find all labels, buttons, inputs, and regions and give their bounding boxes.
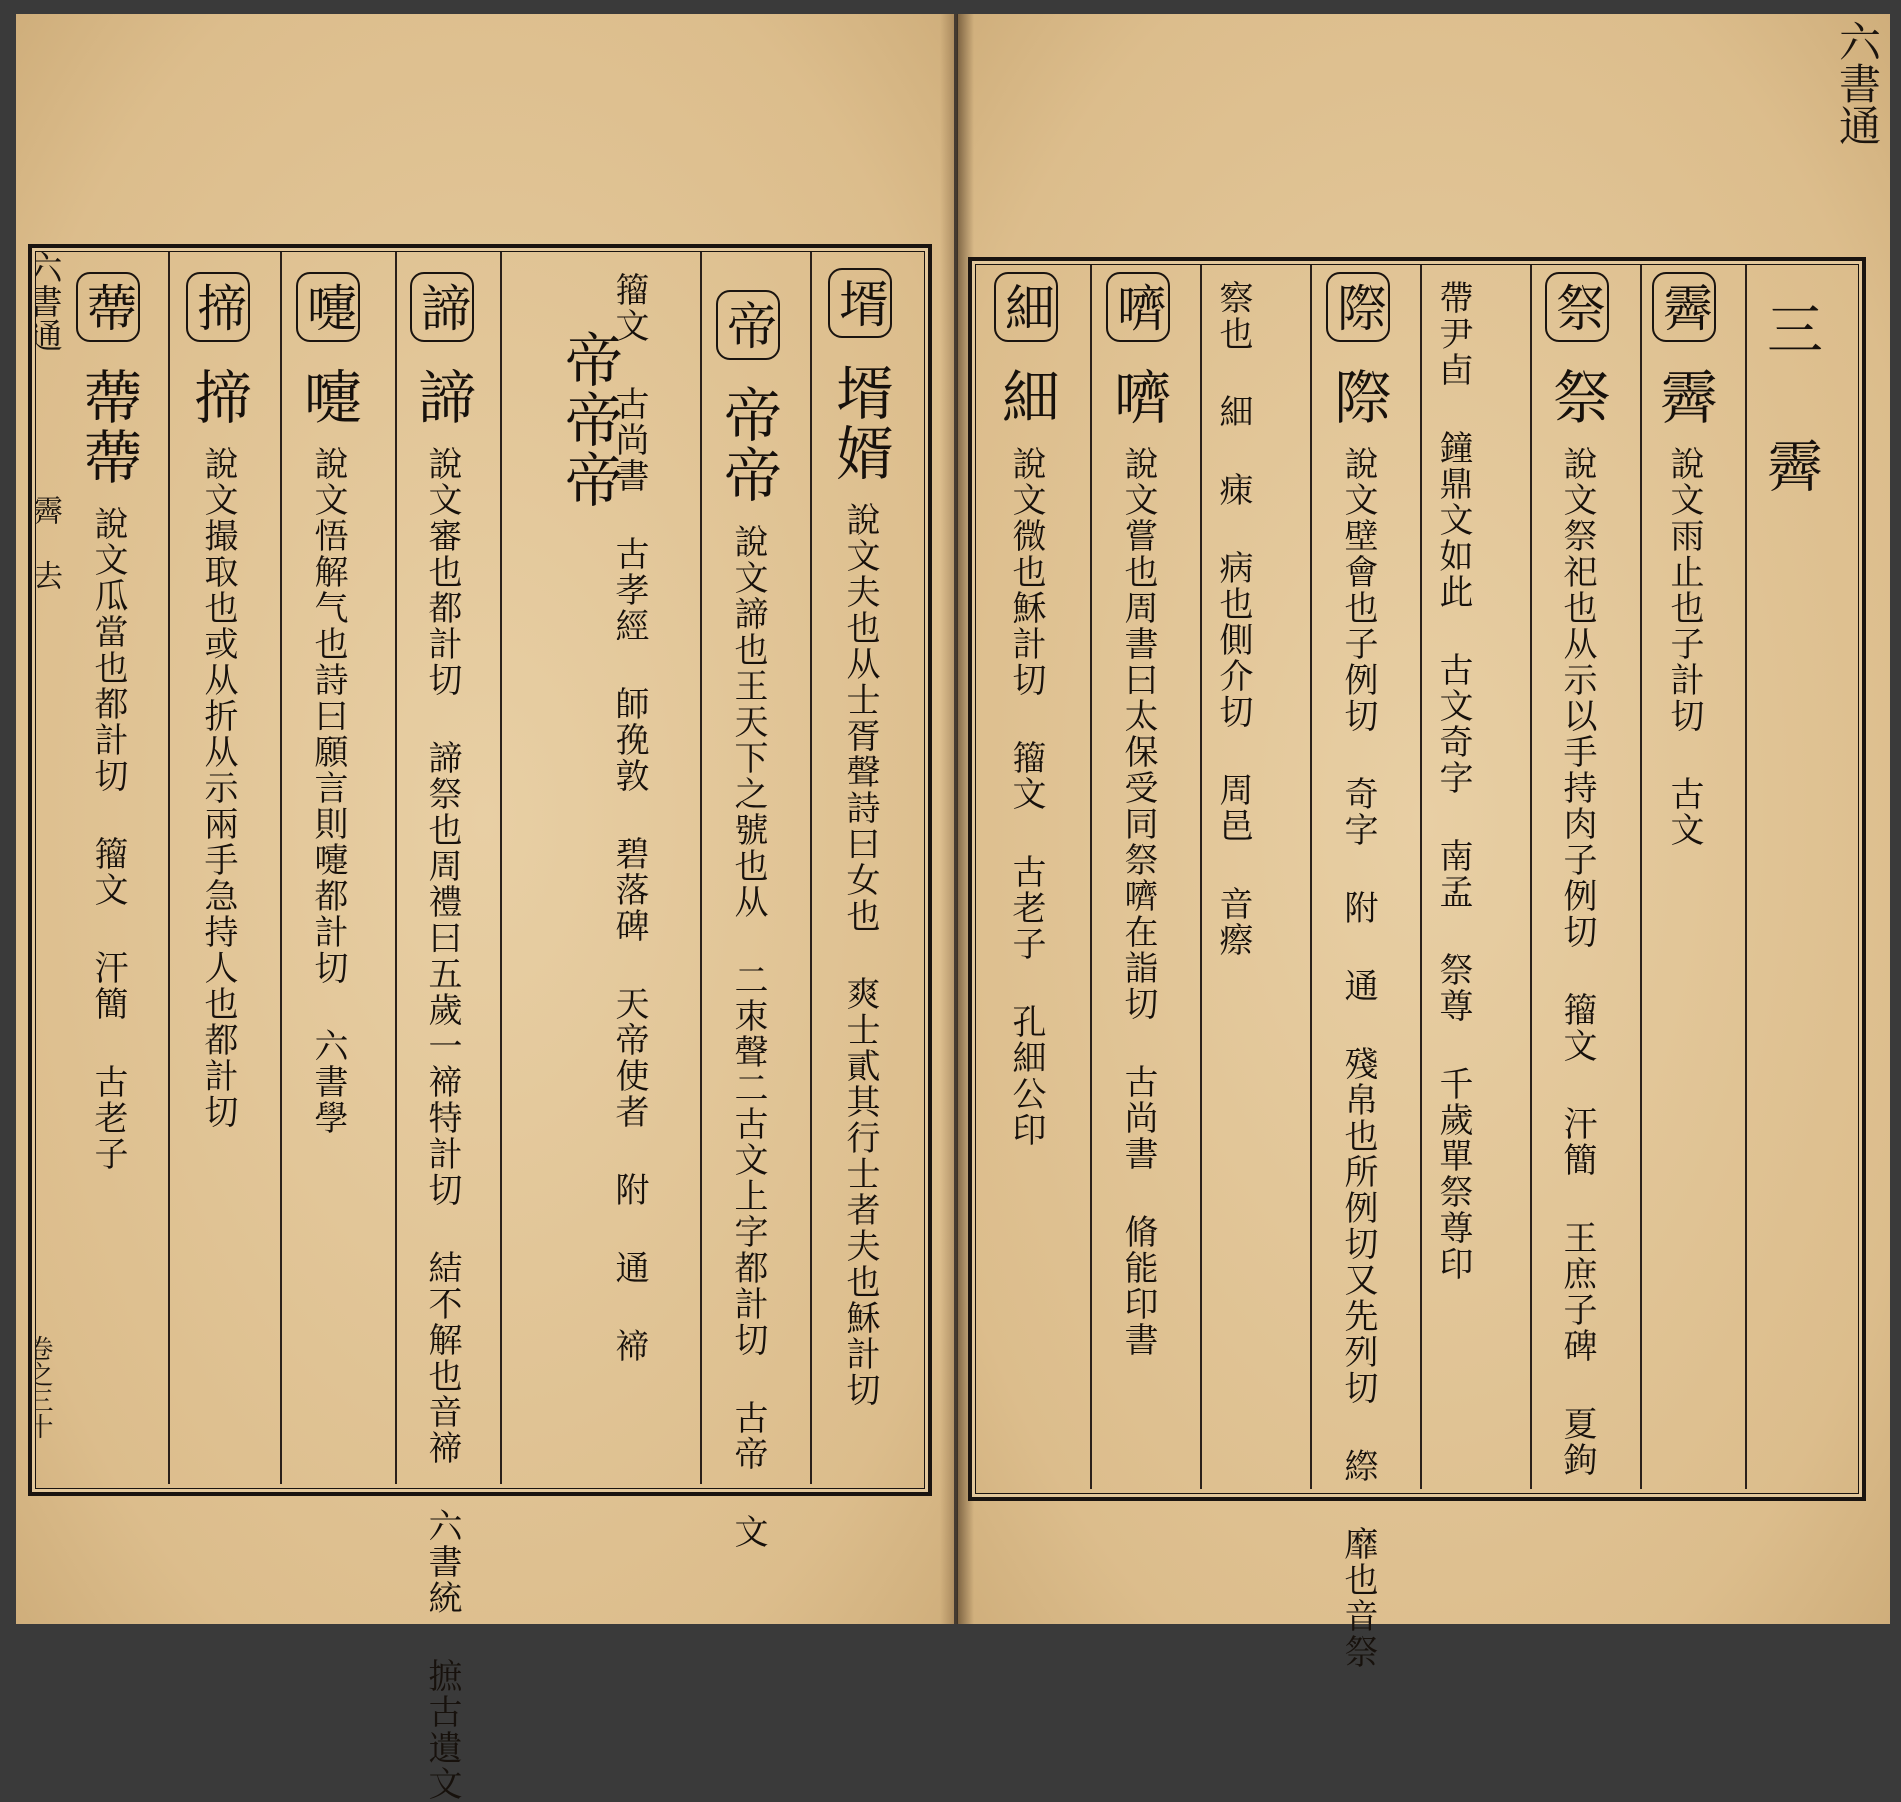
seal-forms: 霽	[1650, 367, 1718, 427]
entry-annotation: 帶尹卣 鐘鼎文如此 古文奇字 南孟 祭尊 千歲單祭尊印	[1433, 280, 1473, 1282]
entry-column-r2	[1545, 272, 1609, 1478]
entry-annotation: 說文雨止也子計切 古文	[1664, 446, 1704, 848]
head-character: 霽	[1652, 272, 1716, 342]
column-rule	[395, 252, 397, 1484]
entry-column-4	[410, 272, 474, 1802]
entry-annotation: 說文悟解气也詩曰願言則嚏都計切 六書學	[308, 446, 348, 1136]
entry-annotation: 說文夫也从士胥聲詩曰女也 爽士貳其行士者夫也穌計切	[840, 502, 880, 1408]
seal-forms: 嚌	[1104, 367, 1172, 427]
seal-forms: 細	[992, 367, 1060, 427]
entry-column-r4	[1326, 272, 1390, 1670]
margin-rhyme-label: 霽	[27, 495, 62, 525]
head-character: 細	[994, 272, 1058, 342]
entry-annotation: 說文壁會也子例切 奇字 附 通 殘帛也所例切又先列切 縩 靡也音祭	[1338, 446, 1378, 1670]
column-rule	[1200, 265, 1202, 1489]
book-title-right: 六書通	[1833, 20, 1882, 146]
head-character: 諦	[410, 272, 474, 342]
book-title-left: 六書通	[22, 250, 62, 352]
head-character: 帝	[716, 290, 780, 360]
seal-forms: 蔕蔕	[74, 367, 142, 487]
seal-forms: 嚏	[294, 367, 362, 427]
entry-column-5	[296, 272, 360, 1136]
left-text-frame	[28, 244, 932, 1496]
seal-forms: 揥	[184, 367, 252, 427]
rhyme-heading: 三 霽	[1758, 300, 1823, 501]
head-character: 際	[1326, 272, 1390, 342]
column-rule	[1745, 265, 1747, 1489]
entry-column-6	[186, 272, 250, 1130]
seal-forms: 帝帝	[714, 385, 782, 505]
margin-tone-label: 去	[27, 560, 62, 590]
margin-volume-label: 卷之三十	[23, 1335, 53, 1439]
entry-column-r7	[994, 272, 1058, 1148]
entry-annotation: 說文微也穌計切 籀文 古老子 孔細公印	[1006, 446, 1046, 1148]
entry-annotation: 說文祭祀也从示以手持肉子例切 籀文 汗簡 王庶子碑 夏鉤	[1557, 446, 1597, 1478]
column-rule	[700, 252, 702, 1484]
right-text-frame	[968, 257, 1866, 1501]
entry-column-r1	[1652, 272, 1716, 848]
column-rule	[1310, 265, 1312, 1489]
head-character: 壻	[828, 268, 892, 338]
entry-annotation: 說文諦也王天下之號也从 二朿聲二古文上字都計切 古帝 文	[728, 524, 768, 1550]
seal-forms: 諦	[408, 367, 476, 427]
column-rule	[168, 252, 170, 1484]
entry-column-7	[76, 272, 140, 1172]
entry-annotation: 說文瓜當也都計切 籀文 汗簡 古老子	[88, 506, 128, 1172]
entry-column-r6	[1106, 272, 1170, 1358]
entry-annotation: 說文嘗也周書曰太保受同祭嚌在詣切 古尚書 脩能印書	[1118, 446, 1158, 1358]
head-character: 蔕	[76, 272, 140, 342]
entry-column-1	[828, 268, 892, 1408]
column-rule	[280, 252, 282, 1484]
entry-column-3-seals	[555, 330, 623, 510]
column-rule	[1640, 265, 1642, 1489]
column-rule	[1530, 265, 1532, 1489]
entry-column-r5	[1213, 280, 1253, 958]
head-character: 嚏	[296, 272, 360, 342]
seal-forms: 帝帝帝	[555, 330, 623, 510]
entry-annotation: 說文撮取也或从折从示兩手急持人也都計切	[198, 446, 238, 1130]
entry-annotation: 說文審也都計切 諦祭也周禮曰五歲一禘特計切 結不解也音禘 六書統 摭古遺文	[422, 446, 462, 1802]
seal-forms: 壻婿	[826, 363, 894, 483]
entry-annotation: 察也 細 㾊 病也側介切 周邑 音瘵	[1213, 280, 1253, 958]
seal-forms: 祭	[1543, 367, 1611, 427]
column-rule	[500, 252, 502, 1484]
entry-column-r3	[1433, 280, 1473, 1282]
head-character: 祭	[1545, 272, 1609, 342]
head-character: 揥	[186, 272, 250, 342]
column-rule	[1420, 265, 1422, 1489]
entry-column-2	[716, 290, 780, 1550]
column-rule	[810, 252, 812, 1484]
head-character: 嚌	[1106, 272, 1170, 342]
seal-forms: 際	[1324, 367, 1392, 427]
column-rule	[1090, 265, 1092, 1489]
entry-annotation: 籀文 古尚書 古孝經 師㝃敦 碧落碑 天帝使者 附 通 褅	[609, 272, 649, 1364]
